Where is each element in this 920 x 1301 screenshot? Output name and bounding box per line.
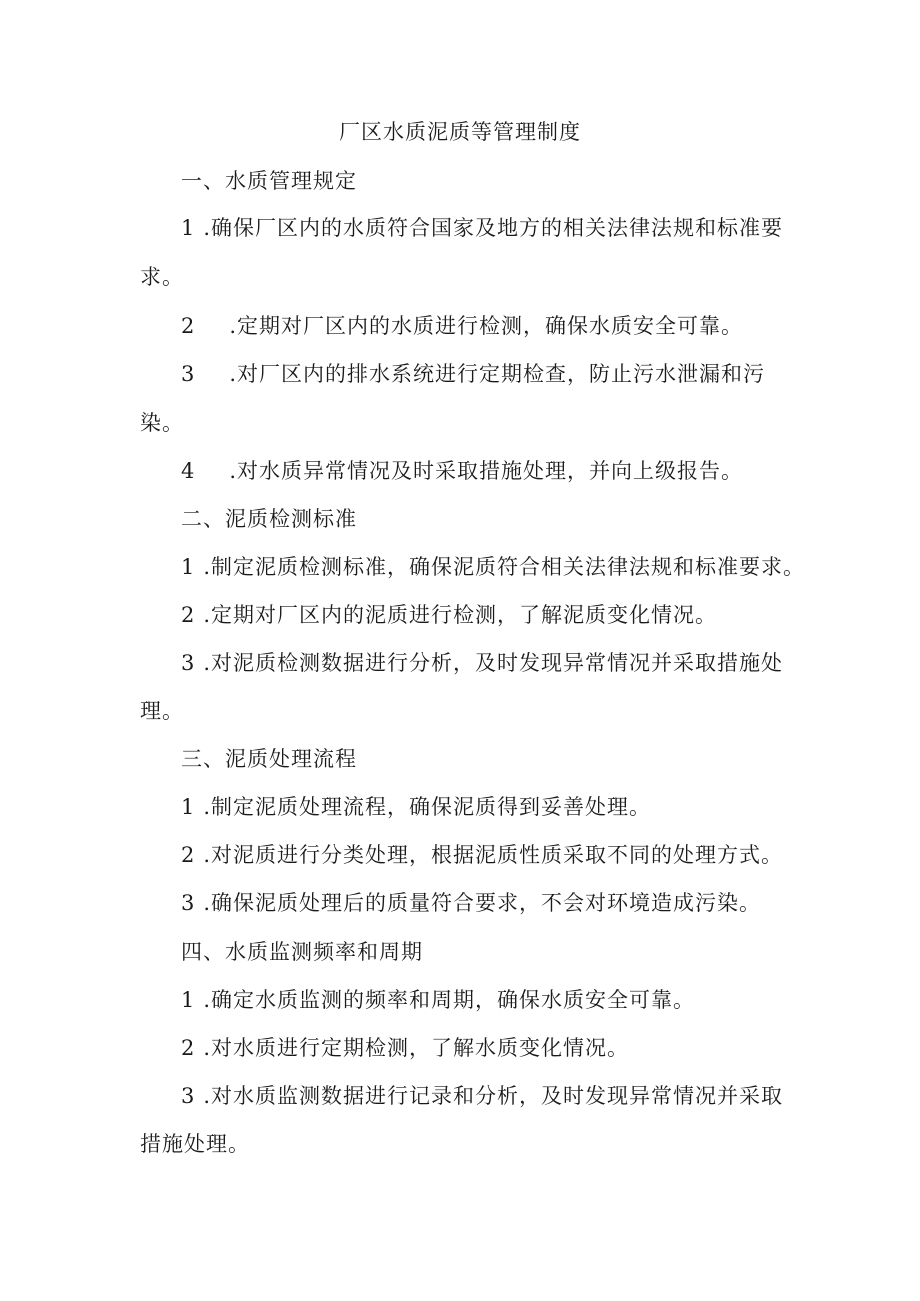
item-text-continuation: 措施处理。 bbox=[140, 1132, 250, 1156]
item-text: .对厂区内的排水系统进行定期检查，防止污水泄漏和污 bbox=[229, 362, 766, 386]
item-text-continuation: 理。 bbox=[140, 699, 184, 723]
list-item bbox=[181, 552, 805, 582]
item-number: 2 bbox=[181, 603, 196, 627]
item-text: .对水质异常情况及时采取措施处理，并向上级报告。 bbox=[229, 459, 744, 483]
list-item bbox=[181, 359, 765, 389]
list-item bbox=[181, 985, 695, 1015]
list-item bbox=[181, 840, 783, 870]
item-number: 1 bbox=[181, 216, 196, 240]
item-text: .对泥质进行分类处理，根据泥质性质采取不同的处理方式。 bbox=[203, 843, 784, 867]
item-text: .对水质监测数据进行记录和分析，及时发现异常情况并采取 bbox=[203, 1084, 784, 1108]
list-item bbox=[181, 600, 717, 630]
item-number: 1 bbox=[181, 795, 196, 819]
item-number: 2 bbox=[181, 1036, 196, 1060]
section-heading-sludge-process: 三、泥质处理流程 bbox=[181, 747, 357, 771]
item-text: .对泥质检测数据进行分析，及时发现异常情况并采取措施处 bbox=[203, 651, 784, 675]
item-number: 1 bbox=[181, 555, 196, 579]
list-item bbox=[181, 311, 743, 341]
list-item bbox=[181, 1033, 629, 1063]
item-text: .确定水质监测的频率和周期，确保水质安全可靠。 bbox=[203, 988, 696, 1012]
item-number: 4 bbox=[181, 459, 196, 483]
item-text: .定期对厂区内的水质进行检测，确保水质安全可靠。 bbox=[229, 314, 744, 338]
item-number: 3 bbox=[181, 651, 196, 675]
list-item bbox=[181, 213, 783, 243]
item-text-continuation: 求。 bbox=[140, 265, 184, 289]
item-text-continuation: 染。 bbox=[140, 411, 184, 435]
item-number: 2 bbox=[181, 843, 196, 867]
item-text: .确保厂区内的水质符合国家及地方的相关法律法规和标准要 bbox=[203, 216, 784, 240]
item-number: 3 bbox=[181, 1084, 196, 1108]
item-text: .确保泥质处理后的质量符合要求，不会对环境造成污染。 bbox=[203, 891, 762, 915]
section-heading-water-quality: 一、水质管理规定 bbox=[181, 169, 357, 193]
item-number: 1 bbox=[181, 988, 196, 1012]
list-item bbox=[181, 648, 783, 678]
item-number: 3 bbox=[181, 362, 196, 386]
section-heading-sludge-testing: 二、泥质检测标准 bbox=[181, 507, 357, 531]
item-text: .制定泥质检测标准，确保泥质符合相关法律法规和标准要求。 bbox=[203, 555, 806, 579]
document-title: 厂区水质泥质等管理制度 bbox=[339, 120, 581, 144]
item-number: 2 bbox=[181, 314, 196, 338]
list-item bbox=[181, 792, 651, 822]
list-item bbox=[181, 1081, 783, 1111]
item-number: 3 bbox=[181, 891, 196, 915]
list-item bbox=[181, 456, 743, 486]
section-heading-monitoring-frequency: 四、水质监测频率和周期 bbox=[181, 940, 423, 964]
item-text: .定期对厂区内的泥质进行检测，了解泥质变化情况。 bbox=[203, 603, 718, 627]
list-item bbox=[181, 888, 761, 918]
item-text: .对水质进行定期检测，了解水质变化情况。 bbox=[203, 1036, 630, 1060]
item-text: .制定泥质处理流程，确保泥质得到妥善处理。 bbox=[203, 795, 652, 819]
